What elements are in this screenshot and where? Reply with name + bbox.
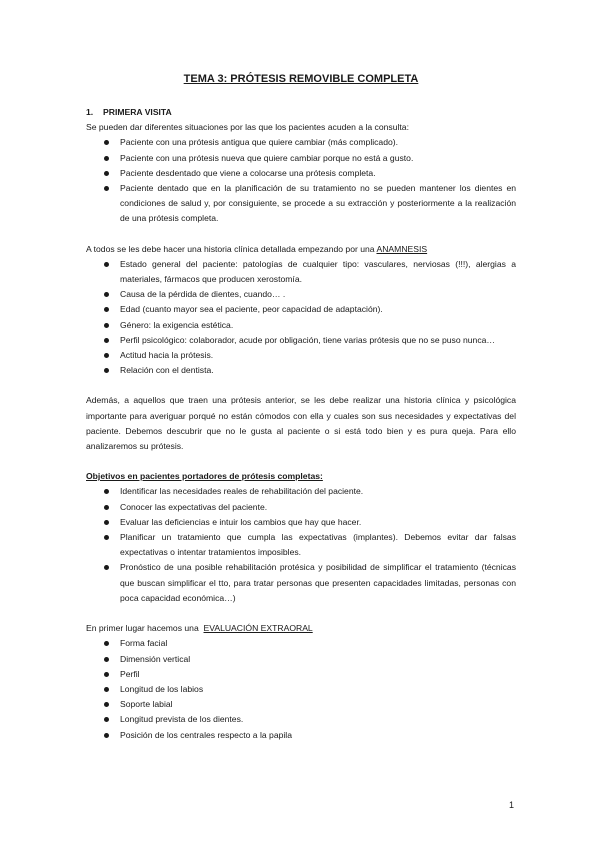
bullet-icon (104, 657, 109, 662)
objectives-list (86, 484, 516, 606)
list-item: Soporte labial (86, 697, 516, 712)
list-item: Paciente con una prótesis antigua que quiere cambiar (más complicado). (86, 135, 516, 150)
list-item: Edad (cuanto mayor sea el paciente, peor capacidad de adaptación). (86, 302, 516, 317)
list-item: Actitud hacia la prótesis. (86, 348, 516, 363)
list-item: Dimensión vertical (86, 652, 516, 667)
list-item: Longitud de los labios (86, 682, 516, 697)
list-item: Perfil (86, 667, 516, 682)
section-intro: Se pueden dar diferentes situaciones por las que los pacientes acuden a la consulta: (86, 122, 409, 133)
bullet-icon (104, 262, 109, 267)
section-heading (86, 105, 516, 120)
list-item: Relación con el dentista. (86, 363, 516, 378)
bullet-icon (104, 520, 109, 525)
bullet-icon (104, 353, 109, 358)
extraoral-keyword: EVALUACIÓN EXTRAORAL (203, 623, 313, 634)
bullet-icon (104, 565, 109, 570)
extraoral-intro: En primer lugar hacemos una EVALUACIÓN EXTRAORAL (86, 623, 313, 634)
bullet-icon (104, 702, 109, 707)
page-number: 1 (508, 800, 514, 810)
situations-list (86, 135, 516, 226)
list-item: Posición de los centrales respecto a la papila (86, 728, 516, 743)
section-number: 1. (86, 107, 94, 117)
anamnesis-keyword: ANAMNESIS (376, 243, 428, 254)
bullet-icon (104, 687, 109, 692)
list-item: Longitud prevista de los dientes. (86, 712, 516, 727)
bullet-icon (104, 140, 109, 145)
bullet-icon (104, 505, 109, 510)
bullet-icon (104, 186, 109, 191)
bullet-icon (104, 641, 109, 646)
bullet-icon (104, 171, 109, 176)
bullet-icon (104, 717, 109, 722)
body-paragraph: Además, a aquellos que traen una prótesis anterior, se les debe realizar una historia clínica y psicológica importante para averiguar porqué no están cómodos con ella y cuales son sus necesidades y expectativas del paciente. Debemos descubrir que no le gusta al paciente o si está todo bien y es pura queja. Para ello analizaremos su prótesis. (86, 395, 516, 452)
section-title: PRIMERA VISITA (103, 107, 172, 117)
bullet-icon (104, 292, 109, 297)
list-item: Causa de la pérdida de dientes, cuando… . (86, 287, 516, 302)
bullet-icon (104, 323, 109, 328)
bullet-icon (104, 733, 109, 738)
bullet-icon (104, 672, 109, 677)
objectives-heading: Objetivos en pacientes portadores de prótesis completas: (86, 471, 323, 482)
list-item: Perfil psicológico: colaborador, acude por obligación, tiene varias prótesis que no se puso nunca… (86, 333, 516, 348)
anamnesis-intro: A todos se les debe hacer una historia clínica detallada empezando por una ANAMNESIS (86, 243, 428, 254)
bullet-icon (104, 489, 109, 494)
list-item: Género: la exigencia estética. (86, 318, 516, 333)
list-item: Paciente desdentado que viene a colocarse una prótesis completa. (86, 166, 516, 181)
list-item: Estado general del paciente: patologías de cualquier tipo: vasculares, nerviosas (!!!), alergias a materiales, fármacos que producen xerostomía. (86, 257, 516, 287)
extraoral-list (86, 636, 516, 742)
bullet-icon (104, 156, 109, 161)
list-item: Pronóstico de una posible rehabilitación protésica y posibilidad de simplificar el tratamiento (técnicas que buscan simplificar el tto, para tratar personas que presenten capacidades limitadas, personas con poca capacidad económica…) (86, 560, 516, 606)
list-item: Paciente con una prótesis nueva que quiere cambiar porque no está a gusto. (86, 151, 516, 166)
bullet-icon (104, 535, 109, 540)
list-item: Paciente dentado que en la planificación de su tratamiento no se pueden mantener los dientes en condiciones de salud y, por consiguiente, se procede a su extracción y posteriormente a la realización de una prótesis completa. (86, 181, 516, 227)
bullet-icon (104, 307, 109, 312)
anamnesis-list (86, 257, 516, 379)
bullet-icon (104, 338, 109, 343)
list-item: Evaluar las deficiencias e intuir los cambios que hay que hacer. (86, 515, 516, 530)
bullet-icon (104, 368, 109, 373)
list-item: Conocer las expectativas del paciente. (86, 500, 516, 515)
list-item: Identificar las necesidades reales de rehabilitación del paciente. (86, 484, 516, 499)
list-item: Planificar un tratamiento que cumpla las expectativas (implantes). Debemos evitar dar falsas expectativas o intentar tratamientos imposibles. (86, 530, 516, 560)
page-title: TEMA 3: PRÓTESIS REMOVIBLE COMPLETA (183, 73, 419, 85)
page-content (86, 72, 516, 743)
list-item: Forma facial (86, 636, 516, 651)
